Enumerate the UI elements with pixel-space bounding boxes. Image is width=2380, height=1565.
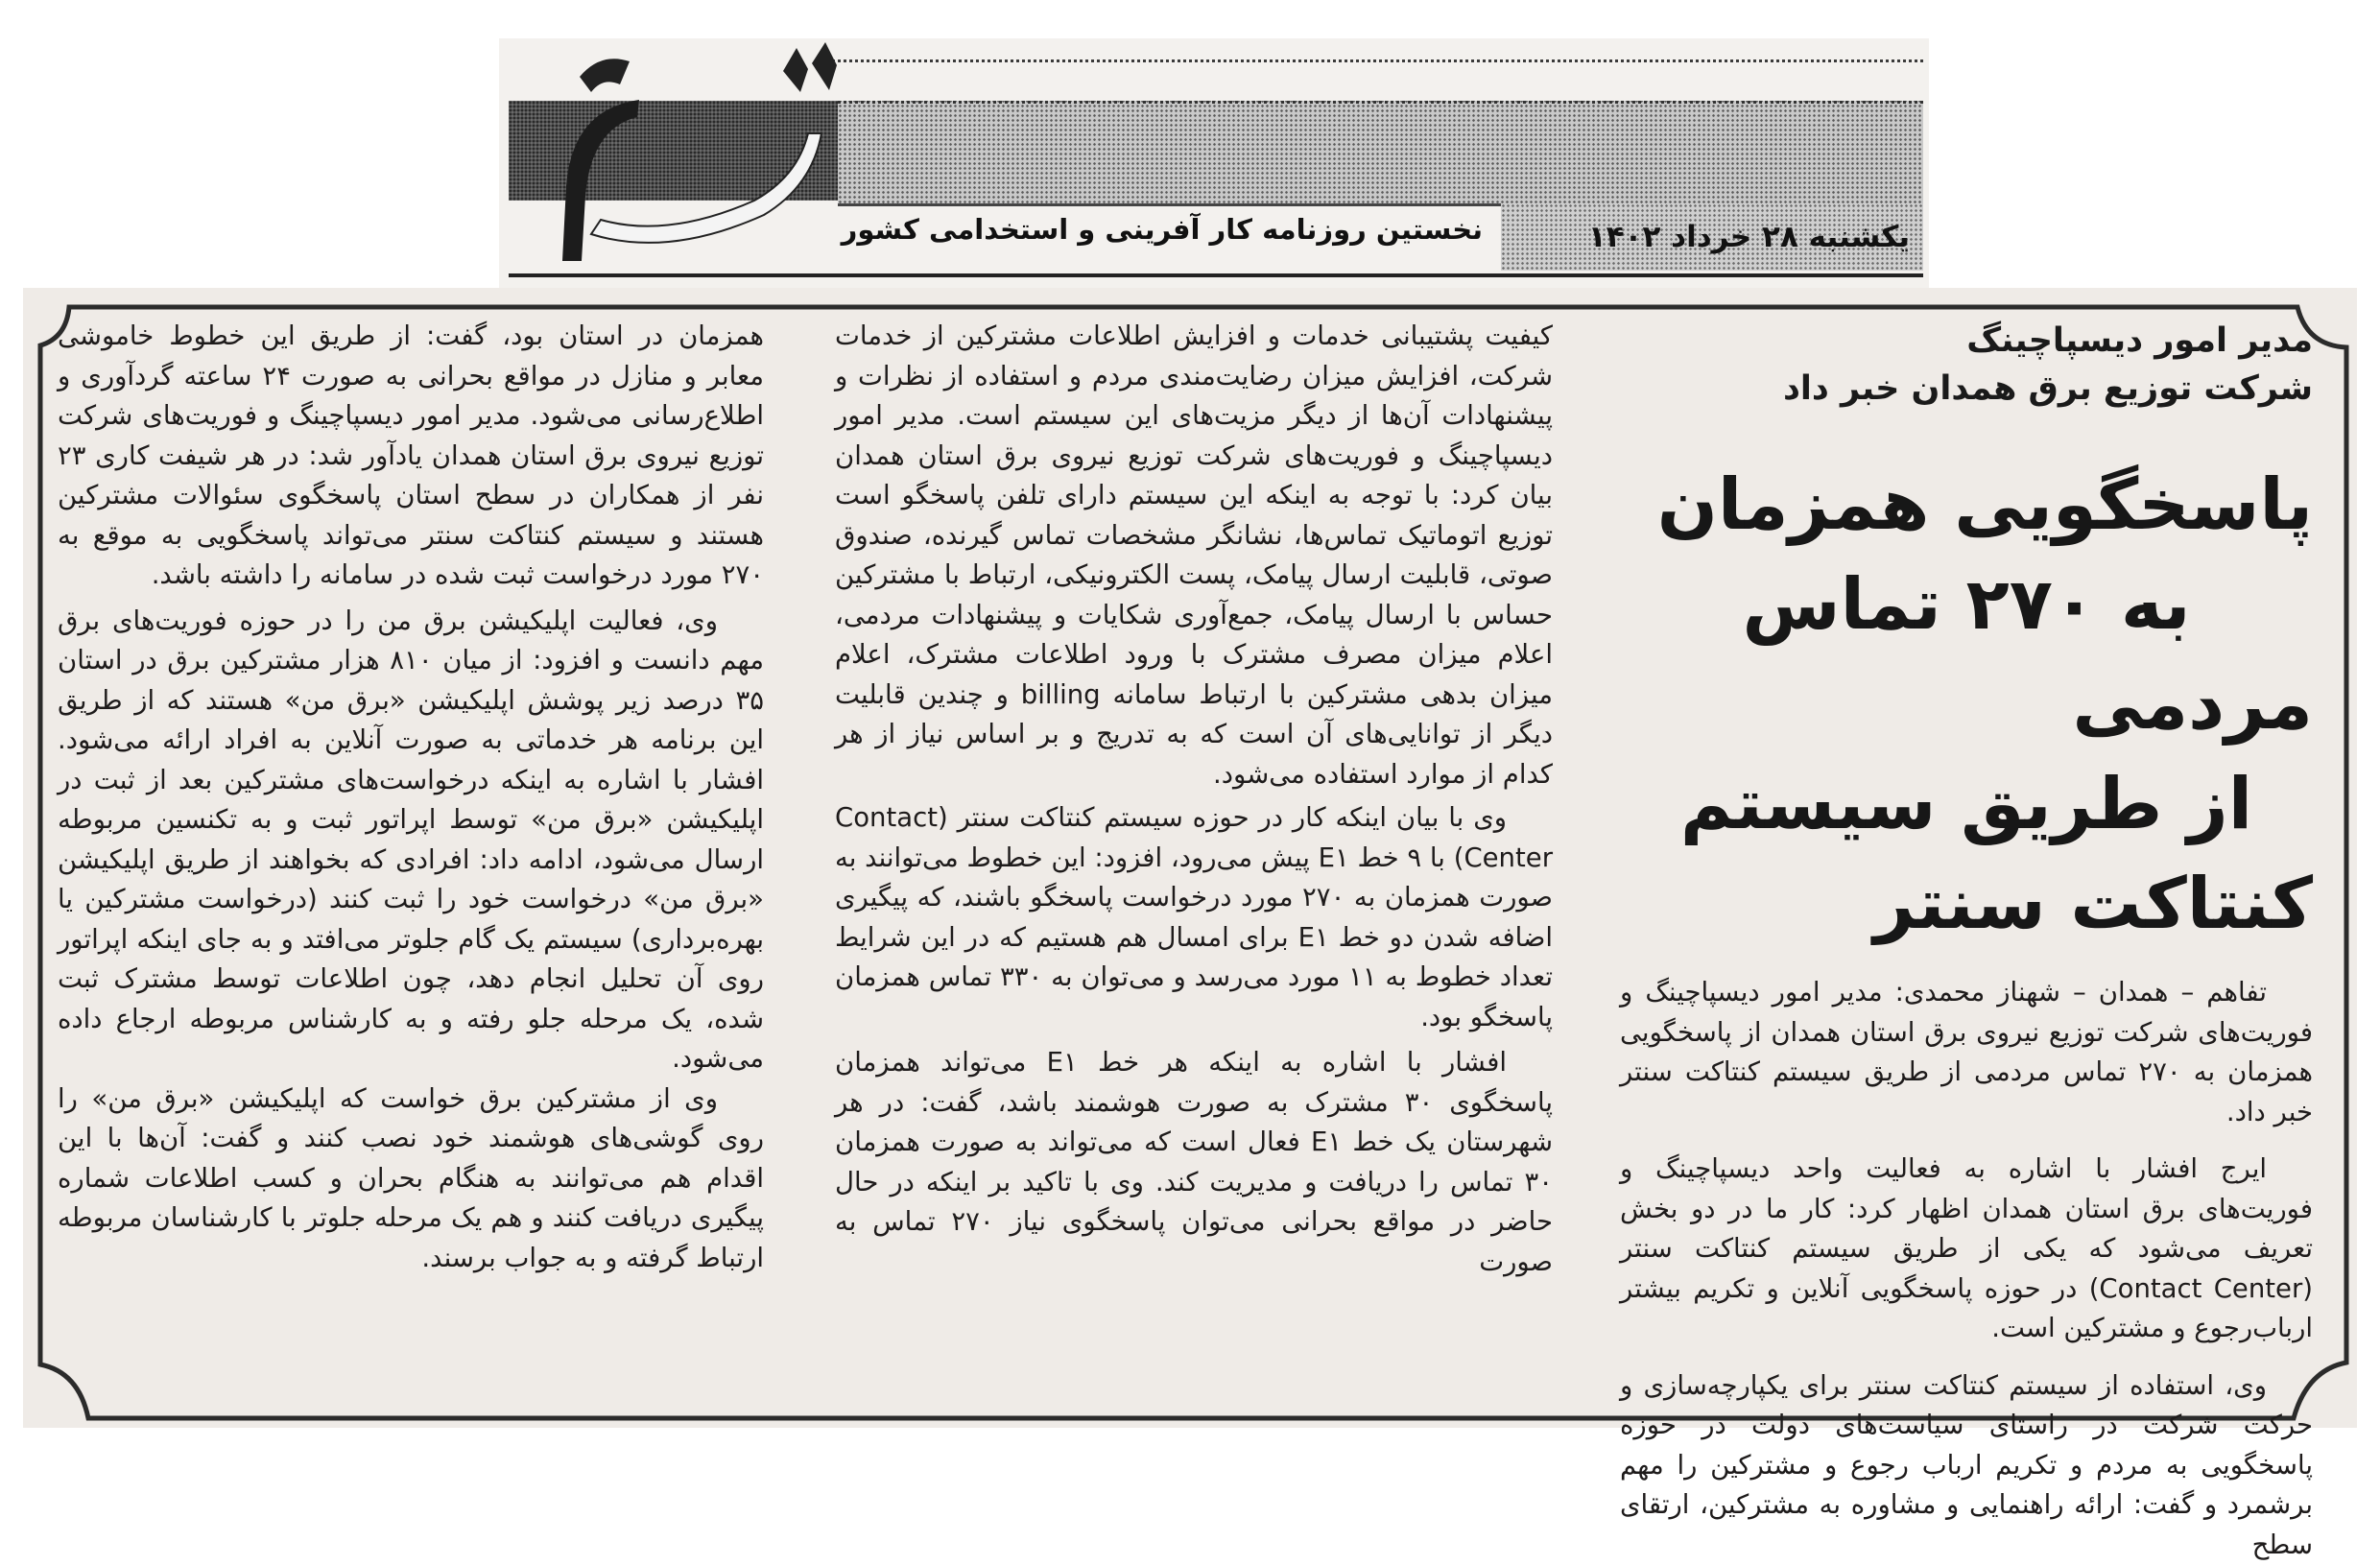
masthead-slogan: نخستین روزنامه کار آفرینی و استخدامی کشور — [842, 213, 1483, 246]
article-paragraph: وی، استفاده از سیستم کنتاکت سنتر برای یکپارچه‌سازی و حرکت شرکت در راستای سیاست‌های دولت در حوزه پاسخگویی به مردم و تکریم ارباب رجوع و مشترکین را مهم برشمرد و گفت: ارائه راهنمایی و مشاوره به مشترکین، ارتقای سطح — [1620, 1366, 2313, 1565]
article-paragraph: وی، فعالیت اپلیکیشن برق من را در حوزه فوریت‌های برق مهم دانست و افزود: از میان ۸۱۰ هزار مشترکین برق در استان ۳۵ درصد زیر پوشش اپلیکیشن «برق من» هستند که از طریق این برنامه هر خدماتی به صورت آنلاین به افراد ارائه می‌شود. افشار با اشاره به اینکه درخواست‌های مشترکین بعد از ثبت در اپلیکیشن «برق من» توسط اپراتور ثبت و به تکنسین مربوطه ارسال می‌شود، ادامه داد: افرادی که بخواهند از طریق اپلیکیشن «برق من» درخواست خود را ثبت کنند (درخواست مشترکین یا بهره‌برداری) سیستم یک گام جلوتر می‌افتد و به جای اینکه اپراتور روی آن تحلیل انجام دهد، چون اطلاعات توسط مشترک ثبت شده، یک مرحله جلو رفته و به کارشناس مربوطه ارجاع داده می‌شود. — [58, 602, 764, 1079]
article-paragraph: کیفیت پشتیبانی خدمات و افزایش اطلاعات مشترکین از خدمات شرکت، افزایش میزان رضایت‌مندی مردم و استفاده از نظرات و پیشنهادات آن‌ها از دیگر مزیت‌های این سیستم است. مدیر امور دیسپاچینگ و فوریت‌های شرکت توزیع نیروی برق استان همدان بیان کرد: با توجه به اینکه این سیستم دارای تلفن پاسخگو است توزیع اتوماتیک تماس‌ها، نشانگر مشخصات تماس گیرنده، صندوق صوتی، قابلیت ارسال پیامک، پست الکترونیکی، ارتباط با مشترکین حساس با ارسال پیامک، جمع‌آوری شکایات و پیشنهادات مردمی، اعلام میزان مصرف مشترک با ورود اطلاعات مشترک، اعلام میزان بدهی مشترکین با ارتباط سامانه billing و چندین قابلیت دیگر از توانایی‌های آن است که به تدریج و بر اساس نیاز از هر کدام از موارد استفاده می‌شود. — [835, 317, 1553, 794]
article-paragraph: وی با بیان اینکه کار در حوزه سیستم کنتاکت سنتر (Contact Center) با ۹ خط E۱ پیش می‌رود، افزود: این خطوط می‌توانند به صورت همزمان به ۲۷۰ مورد درخواست پاسخگو باشند، که پیگیری اضافه شدن دو خط E۱ برای امسال هم هستیم که در این شرایط تعداد خطوط به ۱۱ مورد می‌رسد و می‌توان به ۳۳۰ تماس همزمان پاسخگو بود. — [835, 798, 1553, 1037]
headline-line-1: پاسخگویی همزمان — [1620, 455, 2313, 555]
logo-calligraphy-icon — [524, 42, 841, 263]
article-column-middle — [835, 317, 1553, 1282]
article-column-right — [1620, 317, 2313, 1565]
article-paragraph: افشار با اشاره به اینکه هر خط E۱ می‌تواند همزمان پاسخگوی ۳۰ مشترک به صورت هوشمند باشد، گفت: در هر شهرستان یک خط E۱ فعال است که می‌تواند به صورت همزمان ۳۰ تماس را دریافت و مدیریت کند. وی با تاکید بر اینکه در حال حاضر در مواقع بحرانی می‌توان پاسخگوی نیاز ۲۷۰ تماس به صورت — [835, 1043, 1553, 1282]
masthead-dotted-rule — [816, 59, 1923, 62]
issue-date-box — [1501, 203, 1923, 271]
article-paragraph: وی از مشترکین برق خواست که اپلیکیشن «برق من» را روی گوشی‌های هوشمند خود نصب کنند و گفت: آن‌ها با این اقدام هم می‌توانند به هنگام بحران و کسب اطلاعات شماره پیگیری دریافت کنند و هم یک مرحله جلوتر با کارشناسان مربوطه ارتباط گرفته و به جواب برسند. — [58, 1079, 764, 1279]
article-clipping — [23, 288, 2357, 1428]
article-kicker-line-1: مدیر امور دیسپاچینگ — [1620, 317, 2313, 365]
article-headline — [1620, 455, 2313, 954]
article-paragraph: همزمان در استان بود، گفت: از طریق این خطوط خاموشی معابر و منازل در مواقع بحرانی به صورت ۲۴ ساعته گردآوری و اطلاع‌رسانی می‌شود. مدیر امور دیسپاچینگ و فوریت‌های شرکت توزیع نیروی برق استان همدان یادآور شد: در هر شیفت کاری ۲۳ نفر از همکاران در سطح استان پاسخگوی سئوالات مشترکین هستند و سیستم کنتاکت سنتر می‌تواند پاسخگویی به موقع به ۲۷۰ مورد درخواست ثبت شده در سامانه را داشته باشد. — [58, 317, 764, 596]
masthead-bottom-rule — [509, 273, 1923, 277]
newspaper-masthead — [499, 38, 1929, 288]
headline-line-2: به ۲۷۰ تماس مردمی — [1620, 555, 2313, 754]
article-column-left — [58, 317, 764, 1278]
article-kicker-line-2: شرکت توزیع برق همدان خبر داد — [1620, 365, 2313, 413]
newspaper-logo — [524, 42, 841, 263]
headline-line-3: از طریق سیستم کنتاکت سنتر — [1620, 754, 2313, 954]
issue-date: یکشنبه ۲۸ خرداد ۱۴۰۲ — [1588, 220, 1910, 254]
masthead-halftone-band — [838, 101, 1923, 206]
article-lead-paragraph: تفاهم – همدان – شهناز محمدی: مدیر امور دیسپاچینگ و فوریت‌های شرکت توزیع نیروی برق استان همدان از پاسخگویی همزمان به ۲۷۰ تماس مردمی از طریق سیستم کنتاکت سنتر خبر داد. — [1620, 973, 2313, 1132]
article-paragraph: ایرج افشار با اشاره به فعالیت واحد دیسپاچینگ و فوریت‌های برق استان همدان اظهار کرد: کار ما در دو بخش تعریف می‌شود که یکی از طریق سیستم کنتاکت سنتر (Contact Center) در حوزه پاسخگویی آنلاین و تکریم بیشتر ارباب‌رجوع و مشترکین است. — [1620, 1150, 2313, 1349]
